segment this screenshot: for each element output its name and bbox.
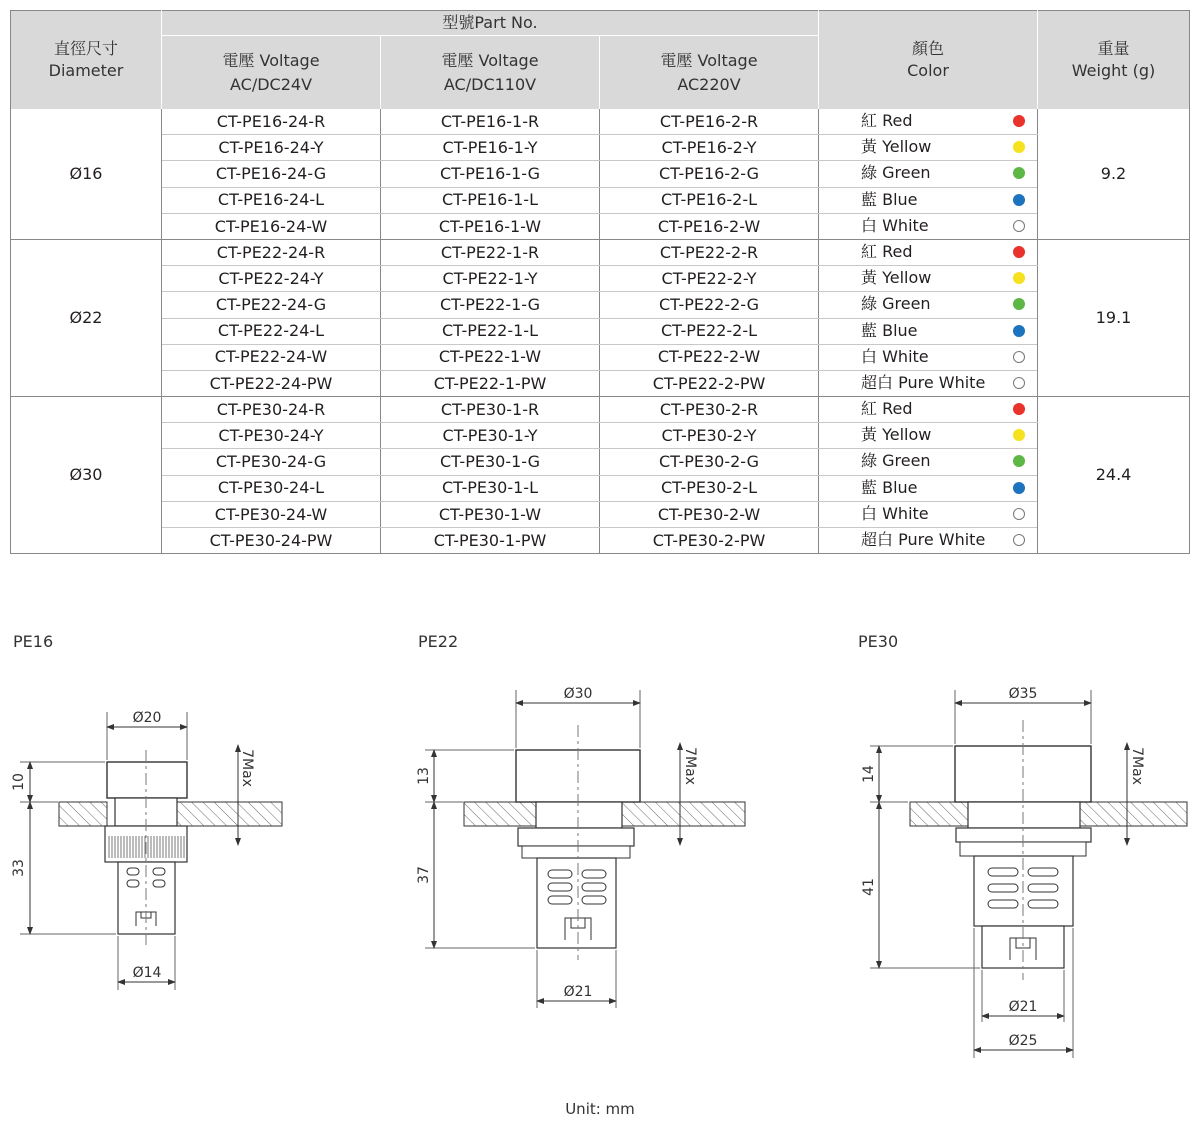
header-weight-zh: 重量 — [1097, 38, 1130, 58]
color-label: 白 White — [861, 503, 929, 523]
part-number-cell: CT-PE30-2-G — [600, 449, 819, 475]
part-number-cell: CT-PE22-24-W — [162, 344, 381, 370]
table-row — [11, 109, 1190, 135]
part-number-cell: CT-PE30-24-W — [162, 501, 381, 527]
part-number-cell: CT-PE16-2-G — [600, 161, 819, 187]
part-number-cell: CT-PE22-24-L — [162, 318, 381, 344]
table-row — [11, 344, 1190, 370]
color-label: 藍 Blue — [861, 477, 918, 497]
part-number-cell: CT-PE22-1-R — [381, 239, 600, 265]
color-label: 藍 Blue — [861, 189, 918, 209]
diameter-cell: Ø30 — [11, 397, 162, 554]
table-row — [11, 423, 1190, 449]
part-number-cell: CT-PE22-1-PW — [381, 370, 600, 396]
table-row — [11, 292, 1190, 318]
header-voltage-110-label: 電壓 Voltage — [441, 51, 539, 71]
pe30-top-dia: Ø35 — [1008, 686, 1038, 702]
part-number-cell: CT-PE22-1-L — [381, 318, 600, 344]
header-weight-en: Weight (g) — [1071, 61, 1156, 80]
header-color-en: Color — [907, 61, 949, 80]
part-number-cell: CT-PE30-24-G — [162, 449, 381, 475]
part-number-cell: CT-PE22-2-L — [600, 318, 819, 344]
table-row — [11, 161, 1190, 187]
pe16-max-label: 7Max — [239, 749, 255, 787]
part-number-cell: CT-PE22-2-Y — [600, 266, 819, 292]
part-number-cell: CT-PE30-2-L — [600, 475, 819, 501]
color-label: 黃 Yellow — [861, 268, 932, 288]
color-cell — [819, 161, 1038, 187]
color-cell — [819, 528, 1038, 554]
header-voltage-24-label: 電壓 Voltage — [222, 51, 320, 71]
part-number-cell: CT-PE30-2-Y — [600, 423, 819, 449]
part-number-cell: CT-PE30-2-R — [600, 397, 819, 423]
spec-table — [10, 10, 1190, 554]
color-cell — [819, 266, 1038, 292]
part-number-cell: CT-PE16-1-G — [381, 161, 600, 187]
color-dot-icon — [1013, 429, 1025, 441]
pe30-bottom-dia: Ø21 — [1008, 999, 1038, 1015]
part-number-cell: CT-PE16-24-G — [162, 161, 381, 187]
color-dot-icon — [1013, 534, 1025, 546]
color-label: 綠 Green — [861, 163, 931, 183]
part-number-cell: CT-PE30-1-W — [381, 501, 600, 527]
color-cell — [819, 239, 1038, 265]
part-number-cell: CT-PE30-24-R — [162, 397, 381, 423]
pe22-title: PE22 — [418, 632, 459, 651]
color-dot-icon — [1013, 403, 1025, 415]
table-row — [11, 213, 1190, 239]
pe30-head-height: 14 — [861, 765, 877, 783]
color-cell — [819, 344, 1038, 370]
part-number-cell: CT-PE16-2-W — [600, 213, 819, 239]
header-voltage-24-value: AC/DC24V — [229, 74, 313, 94]
part-number-cell: CT-PE16-24-L — [162, 187, 381, 213]
color-dot-icon — [1013, 272, 1025, 284]
color-dot-icon — [1013, 194, 1025, 206]
color-cell — [819, 109, 1038, 135]
header-voltage-110 — [381, 36, 600, 110]
color-label: 紅 Red — [861, 241, 913, 261]
table-row — [11, 475, 1190, 501]
color-label: 白 White — [861, 215, 929, 235]
header-voltage-24 — [162, 36, 381, 110]
header-voltage-220 — [600, 36, 819, 110]
part-number-cell: CT-PE16-2-Y — [600, 135, 819, 161]
color-cell — [819, 370, 1038, 396]
color-cell — [819, 423, 1038, 449]
part-number-cell: CT-PE22-24-R — [162, 239, 381, 265]
color-cell — [819, 397, 1038, 423]
part-number-cell: CT-PE22-24-G — [162, 292, 381, 318]
color-label: 紅 Red — [861, 111, 913, 130]
color-label: 綠 Green — [861, 294, 931, 314]
table-row — [11, 135, 1190, 161]
part-number-cell: CT-PE16-24-R — [162, 109, 381, 135]
color-label: 白 White — [861, 346, 929, 366]
color-dot-icon — [1013, 377, 1025, 389]
part-number-cell: CT-PE22-2-W — [600, 344, 819, 370]
table-row — [11, 318, 1190, 344]
part-number-cell: CT-PE16-2-R — [600, 109, 819, 135]
diameter-cell: Ø16 — [11, 109, 162, 239]
color-cell — [819, 501, 1038, 527]
part-number-cell: CT-PE30-1-L — [381, 475, 600, 501]
pe22-drawing — [425, 690, 745, 1008]
table-row — [11, 187, 1190, 213]
pe30-bottom-dia-2: Ø25 — [1008, 1033, 1038, 1049]
header-diameter — [11, 11, 162, 110]
part-number-cell: CT-PE30-1-PW — [381, 528, 600, 554]
header-voltage-220-label: 電壓 Voltage — [660, 51, 758, 71]
color-dot-icon — [1013, 325, 1025, 337]
weight-cell: 24.4 — [1038, 397, 1190, 554]
spec-table-body — [11, 109, 1190, 554]
pe16-head-height: 10 — [11, 773, 27, 791]
color-label: 黃 Yellow — [861, 137, 932, 157]
pe22-head-height: 13 — [416, 767, 432, 785]
pe16-title: PE16 — [13, 632, 54, 651]
part-number-cell: CT-PE22-24-PW — [162, 370, 381, 396]
table-row — [11, 370, 1190, 396]
pe16-top-dia: Ø20 — [132, 710, 162, 726]
part-number-cell: CT-PE30-2-PW — [600, 528, 819, 554]
color-dot-icon — [1013, 220, 1025, 232]
color-cell — [819, 135, 1038, 161]
color-cell — [819, 187, 1038, 213]
part-number-cell: CT-PE30-1-Y — [381, 423, 600, 449]
pe16-body-height: 33 — [11, 859, 27, 877]
color-dot-icon — [1013, 141, 1025, 153]
pe30-title: PE30 — [858, 632, 899, 651]
table-row — [11, 449, 1190, 475]
pe30-max-label: 7Max — [1129, 747, 1145, 785]
color-dot-icon — [1013, 508, 1025, 520]
header-part-no: 型號Part No. — [162, 11, 819, 36]
part-number-cell: CT-PE22-1-Y — [381, 266, 600, 292]
color-dot-icon — [1013, 115, 1025, 127]
color-cell — [819, 475, 1038, 501]
part-number-cell: CT-PE30-24-Y — [162, 423, 381, 449]
table-row — [11, 501, 1190, 527]
part-number-cell: CT-PE30-24-PW — [162, 528, 381, 554]
part-number-cell: CT-PE16-1-W — [381, 213, 600, 239]
pe22-body-height: 37 — [416, 866, 432, 884]
part-number-cell: CT-PE22-1-W — [381, 344, 600, 370]
dimension-drawings — [0, 560, 1200, 1090]
part-number-cell: CT-PE30-24-L — [162, 475, 381, 501]
color-cell — [819, 292, 1038, 318]
color-dot-icon — [1013, 482, 1025, 494]
part-number-cell: CT-PE16-24-Y — [162, 135, 381, 161]
header-color-zh: 顏色 — [912, 38, 945, 58]
part-number-cell: CT-PE22-2-R — [600, 239, 819, 265]
part-number-cell: CT-PE16-2-L — [600, 187, 819, 213]
table-row — [11, 239, 1190, 265]
part-number-cell: CT-PE30-1-R — [381, 397, 600, 423]
part-number-cell: CT-PE22-24-Y — [162, 266, 381, 292]
unit-note: Unit: mm — [565, 1100, 635, 1118]
table-row — [11, 266, 1190, 292]
color-cell — [819, 449, 1038, 475]
pe22-bottom-dia: Ø21 — [563, 984, 593, 1000]
weight-cell: 19.1 — [1038, 239, 1190, 396]
header-voltage-110-value: AC/DC110V — [443, 74, 537, 94]
color-cell — [819, 213, 1038, 239]
part-number-cell: CT-PE16-1-L — [381, 187, 600, 213]
pe30-body-height: 41 — [861, 878, 877, 896]
color-label: 綠 Green — [861, 451, 931, 471]
color-dot-icon — [1013, 351, 1025, 363]
diameter-cell: Ø22 — [11, 239, 162, 396]
part-number-cell: CT-PE30-1-G — [381, 449, 600, 475]
part-number-cell: CT-PE22-2-PW — [600, 370, 819, 396]
table-row — [11, 397, 1190, 423]
color-dot-icon — [1013, 455, 1025, 467]
color-dot-icon — [1013, 246, 1025, 258]
header-color — [819, 11, 1038, 110]
header-diameter-zh: 直徑尺寸 — [53, 38, 118, 58]
part-number-cell: CT-PE22-1-G — [381, 292, 600, 318]
pe22-max-label: 7Max — [682, 747, 698, 785]
color-label: 黃 Yellow — [861, 425, 932, 445]
color-label: 超白 Pure White — [861, 372, 986, 392]
color-label: 超白 Pure White — [861, 530, 986, 549]
part-number-cell: CT-PE22-2-G — [600, 292, 819, 318]
table-row — [11, 528, 1190, 554]
header-diameter-en: Diameter — [48, 61, 124, 80]
color-dot-icon — [1013, 298, 1025, 310]
pe16-bottom-dia: Ø14 — [132, 965, 162, 981]
part-number-cell: CT-PE16-24-W — [162, 213, 381, 239]
part-number-cell: CT-PE30-2-W — [600, 501, 819, 527]
part-number-cell: CT-PE16-1-Y — [381, 135, 600, 161]
color-dot-icon — [1013, 167, 1025, 179]
color-label: 藍 Blue — [861, 320, 918, 340]
part-number-cell: CT-PE16-1-R — [381, 109, 600, 135]
color-label: 紅 Red — [861, 399, 913, 419]
header-weight — [1038, 11, 1190, 110]
pe22-top-dia: Ø30 — [563, 686, 593, 702]
color-cell — [819, 318, 1038, 344]
weight-cell: 9.2 — [1038, 109, 1190, 239]
header-voltage-220-value: AC220V — [677, 74, 741, 94]
